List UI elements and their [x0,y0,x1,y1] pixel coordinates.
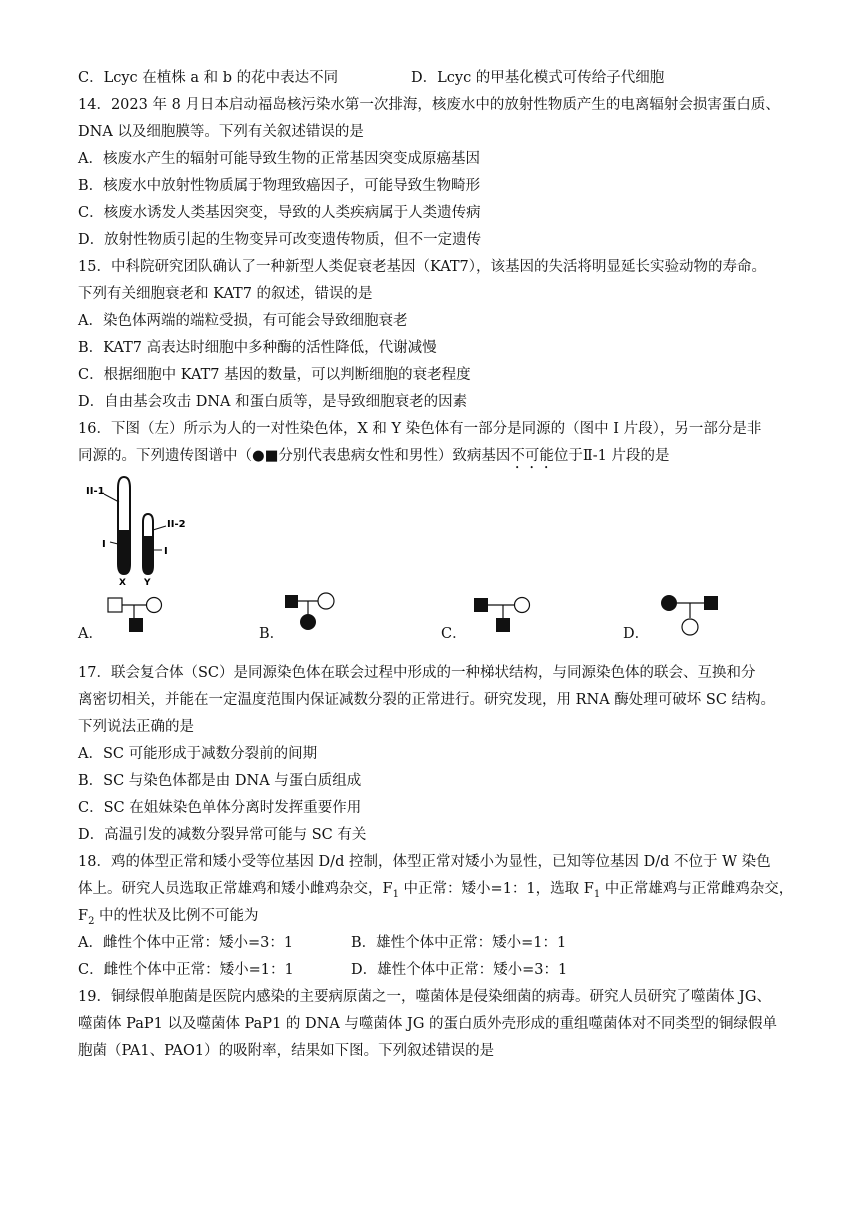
q18-stem-line1: 18．鸡的体型正常和矮小受等位基因 D/d 控制，体型正常对矮小为显性，已知等位基因 D/d 不位于 W 染色 [78,854,771,870]
normal-male [108,598,122,612]
leader-line [104,494,119,502]
q18-stem-line2 [78,879,793,905]
normal-female [515,598,530,613]
affected-male [129,618,143,632]
pedigree-d [652,590,732,642]
q14-stem-line2: DNA 以及细胞膜等。下列有关叙述错误的是 [78,124,364,140]
q14-option-b: B．核废水中放射性物质属于物理致癌因子，可能导致生物畸形 [78,178,481,194]
normal-female [147,598,162,613]
sex-chromosome-figure [82,474,202,586]
affected-male [496,618,510,632]
q18-stem-line3 [78,906,259,932]
q16-stem-emphasis: 不可能 [510,448,554,464]
label-ii-1: II-1 [86,486,105,497]
q16-stem-line1: 16．下图（左）所示为人的一对性染色体，X 和 Y 染色体有一部分是同源的（图中 I 片段），另一部分是非 [78,421,762,437]
q17-stem-line1: 17．联会复合体（SC）是同源染色体在联会过程中形成的一种梯状结构，与同源染色体的联会、互换和分 [78,665,756,681]
q18-stem-part: 中正常：矮小=1：1，选取 F [398,881,594,897]
y-homologous-segment [143,536,153,574]
x-homologous-segment [118,530,130,574]
q13-option-d: D．Lcyc 的甲基化模式可传给子代细胞 [411,70,665,86]
subscript: 1 [593,888,601,900]
q16-stem-part: 位于Ⅱ-1 片段的是 [553,448,670,464]
q19-stem-line3: 胞菌（PA1、PAO1）的吸附率，结果如下图。下列叙述错误的是 [78,1043,495,1059]
subscript: 1 [392,888,399,900]
affected-male [704,596,718,610]
q18-stem-part: 中的性状及比例不可能为 [94,908,259,924]
q15-stem-line2: 下列有关细胞衰老和 KAT7 的叙述，错误的是 [78,286,373,302]
q14-stem-line1: 14．2023 年 8 月日本启动福岛核污染水第一次排海，核废水中的放射性物质产生的电离辐射会损害蛋白质、 [78,97,780,113]
q14-option-c: C．核废水诱发人类基因突变，导致的人类疾病属于人类遗传病 [78,205,481,221]
label-x: X [119,578,126,586]
q13-option-c: C．Lcyc 在植株 a 和 b 的花中表达不同 [78,70,339,86]
label-ii-2: II-2 [167,519,186,530]
q14-option-d: D．放射性物质引起的生物变异可改变遗传物质，但不一定遗传 [78,232,482,248]
q17-option-b: B．SC 与染色体都是由 DNA 与蛋白质组成 [78,773,362,789]
affected-female [661,595,677,611]
q15-option-a: A．染色体两端的端粒受损，有可能会导致细胞衰老 [78,313,408,329]
q17-option-c: C．SC 在姐妹染色单体分离时发挥重要作用 [78,800,362,816]
normal-female [682,619,698,635]
q17-option-a: A．SC 可能形成于减数分裂前的间期 [78,746,318,762]
q19-stem-line2: 噬菌体 PaP1 以及噬菌体 PaP1 的 DNA 与噬菌体 JG 的蛋白质外壳形成的重组噬菌体对不同类型的铜绿假单 [78,1016,778,1032]
q17-stem-line2: 离密切相关，并能在一定温度范围内保证减数分裂的正常进行。研究发现，用 RNA 酶处理可破坏 SC 结构。 [78,692,776,708]
q17-option-d: D．高温引发的减数分裂异常可能与 SC 有关 [78,827,367,843]
q15-stem-line1: 15．中科院研究团队确认了一种新型人类促衰老基因（KAT7），该基因的失活将明显延长实验动物的寿命。 [78,259,767,275]
normal-female [318,593,334,609]
q18-option-a: A．雌性个体中正常：矮小=3：1 [78,935,294,951]
affected-male [285,595,298,608]
q16-stem-part: 同源的。下列遗传图谱中（●■分别代表患病女性和男性）致病基因 [78,448,511,464]
q16-option-c-label: C． [441,626,467,642]
q16-option-d-label: D． [623,626,650,642]
subscript: 2 [88,915,95,927]
q19-stem-line1: 19．铜绿假单胞菌是医院内感染的主要病原菌之一，噬菌体是侵染细菌的病毒。研究人员研究了噬菌体 JG、 [78,989,771,1005]
pedigree-b [282,590,342,640]
q18-option-d: D．雄性个体中正常：矮小=3：1 [351,962,568,978]
q15-option-c: C．根据细胞中 KAT7 基因的数量，可以判断细胞的衰老程度 [78,367,471,383]
q16-option-b-label: B． [259,626,285,642]
q18-option-c: C．雌性个体中正常：矮小=1：1 [78,962,294,978]
q18-stem-part: F [78,908,89,924]
q18-option-b: B．雄性个体中正常：矮小=1：1 [351,935,567,951]
label-y: Y [144,578,151,586]
label-i-x: I [102,539,106,550]
leader-line [153,526,166,530]
q17-stem-line3: 下列说法正确的是 [78,719,194,735]
q16-option-a-label: A． [78,626,103,642]
affected-male [474,598,488,612]
q16-stem-line2 [78,446,669,472]
pedigree-c [470,594,540,640]
q18-stem-part: 体上。研究人员选取正常雄鸡和矮小雌鸡杂交，F [78,881,393,897]
q18-stem-part: 中正常雄鸡与正常雌鸡杂交， [600,881,794,897]
q14-option-a: A．核废水产生的辐射可能导致生物的正常基因突变成原癌基因 [78,151,480,167]
affected-female [300,614,316,630]
leader-line [110,542,118,544]
pedigree-a [104,594,174,640]
q15-option-b: B．KAT7 高表达时细胞中多种酶的活性降低，代谢减慢 [78,340,437,356]
label-i-y: I [164,546,168,557]
q15-option-d: D．自由基会攻击 DNA 和蛋白质等，是导致细胞衰老的因素 [78,394,468,410]
